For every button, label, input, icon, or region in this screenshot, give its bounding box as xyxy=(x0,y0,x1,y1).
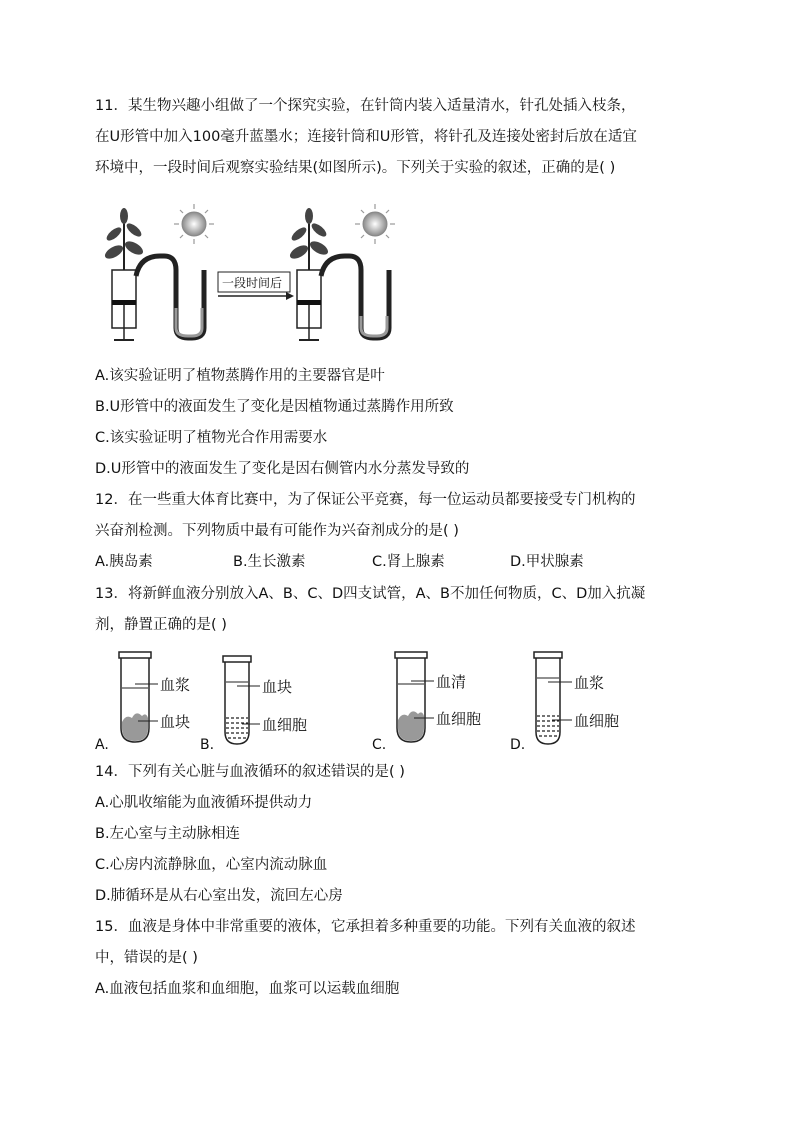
q11-stem-line-3: 环境中，一段时间后观察实验结果(如图所示)。下列关于实验的叙述，正确的是( ) xyxy=(95,160,616,176)
tube-a-bottom-label: 血块 xyxy=(160,713,191,731)
q14-option-a: A.心肌收缩能为血液循环提供动力 xyxy=(95,795,313,811)
q12-stem-line-1: 12．在一些重大体育比赛中，为了保证公平竞赛，每一位运动员都要接受专门机构的 xyxy=(95,492,636,508)
tube-d xyxy=(510,652,619,753)
tube-a xyxy=(95,652,190,753)
tube-c-top-label: 血清 xyxy=(436,673,467,691)
q11-experiment-figure xyxy=(100,200,430,350)
q12-option-c: C.肾上腺素 xyxy=(372,554,445,570)
left-plant-setup xyxy=(103,204,214,340)
q12-stem-line-2: 兴奋剂检测。下列物质中最有可能作为兴奋剂成分的是( ) xyxy=(95,523,459,539)
q11-option-b: B.U形管中的液面发生了变化是因植物通过蒸腾作用所致 xyxy=(95,399,454,415)
q15-stem-line-2: 中，错误的是( ) xyxy=(95,950,198,966)
q14-stem-line-1: 14．下列有关心脏与血液循环的叙述错误的是( ) xyxy=(95,764,405,780)
tube-d-bottom-label: 血细胞 xyxy=(574,712,620,730)
tube-d-letter: D. xyxy=(510,737,526,753)
time-arrow-label: 一段时间后 xyxy=(222,276,283,290)
q14-option-b: B.左心室与主动脉相连 xyxy=(95,826,241,842)
tube-a-top-label: 血浆 xyxy=(160,676,191,694)
tube-b-top-label: 血块 xyxy=(262,678,293,696)
q14-option-c: C.心房内流静脉血，心室内流动脉血 xyxy=(95,857,328,873)
tube-c-bottom-label: 血细胞 xyxy=(436,710,482,728)
q13-test-tubes-figure xyxy=(92,648,652,754)
tube-c-letter: C. xyxy=(372,737,387,753)
tube-b-bottom-label: 血细胞 xyxy=(262,716,308,734)
q14-option-d: D.肺循环是从右心室出发，流回左心房 xyxy=(95,888,343,904)
tube-c xyxy=(372,652,481,753)
q12-option-a: A.胰岛素 xyxy=(95,554,153,570)
q15-option-a: A.血液包括血浆和血细胞，血浆可以运载血细胞 xyxy=(95,981,400,997)
tube-a-letter: A. xyxy=(95,737,109,753)
q11-stem-line-1: 11．某生物兴趣小组做了一个探究实验，在针筒内装入适量清水，针孔处插入枝条， xyxy=(95,98,636,114)
right-plant-setup xyxy=(288,204,395,340)
tube-b-letter: B. xyxy=(200,737,215,753)
q13-stem-line-1: 13．将新鲜血液分别放入A、B、C、D四支试管，A、B不加任何物质，C、D加入抗凝 xyxy=(95,586,646,602)
q11-option-d: D.U形管中的液面发生了变化是因右侧管内水分蒸发导致的 xyxy=(95,461,470,477)
time-arrow xyxy=(218,272,294,300)
q12-option-b: B.生长激素 xyxy=(233,554,306,570)
q11-option-a: A.该实验证明了植物蒸腾作用的主要器官是叶 xyxy=(95,368,385,384)
q11-option-c: C.该实验证明了植物光合作用需要水 xyxy=(95,430,328,446)
q13-stem-line-2: 剂，静置正确的是( ) xyxy=(95,617,227,633)
q15-stem-line-1: 15．血液是身体中非常重要的液体，它承担着多种重要的功能。下列有关血液的叙述 xyxy=(95,919,636,935)
q12-option-d: D.甲状腺素 xyxy=(510,554,584,570)
q11-stem-line-2: 在U形管中加入100毫升蓝墨水；连接针筒和U形管，将针孔及连接处密封后放在适宜 xyxy=(95,129,637,145)
tube-b xyxy=(200,656,307,753)
tube-d-top-label: 血浆 xyxy=(574,674,605,692)
